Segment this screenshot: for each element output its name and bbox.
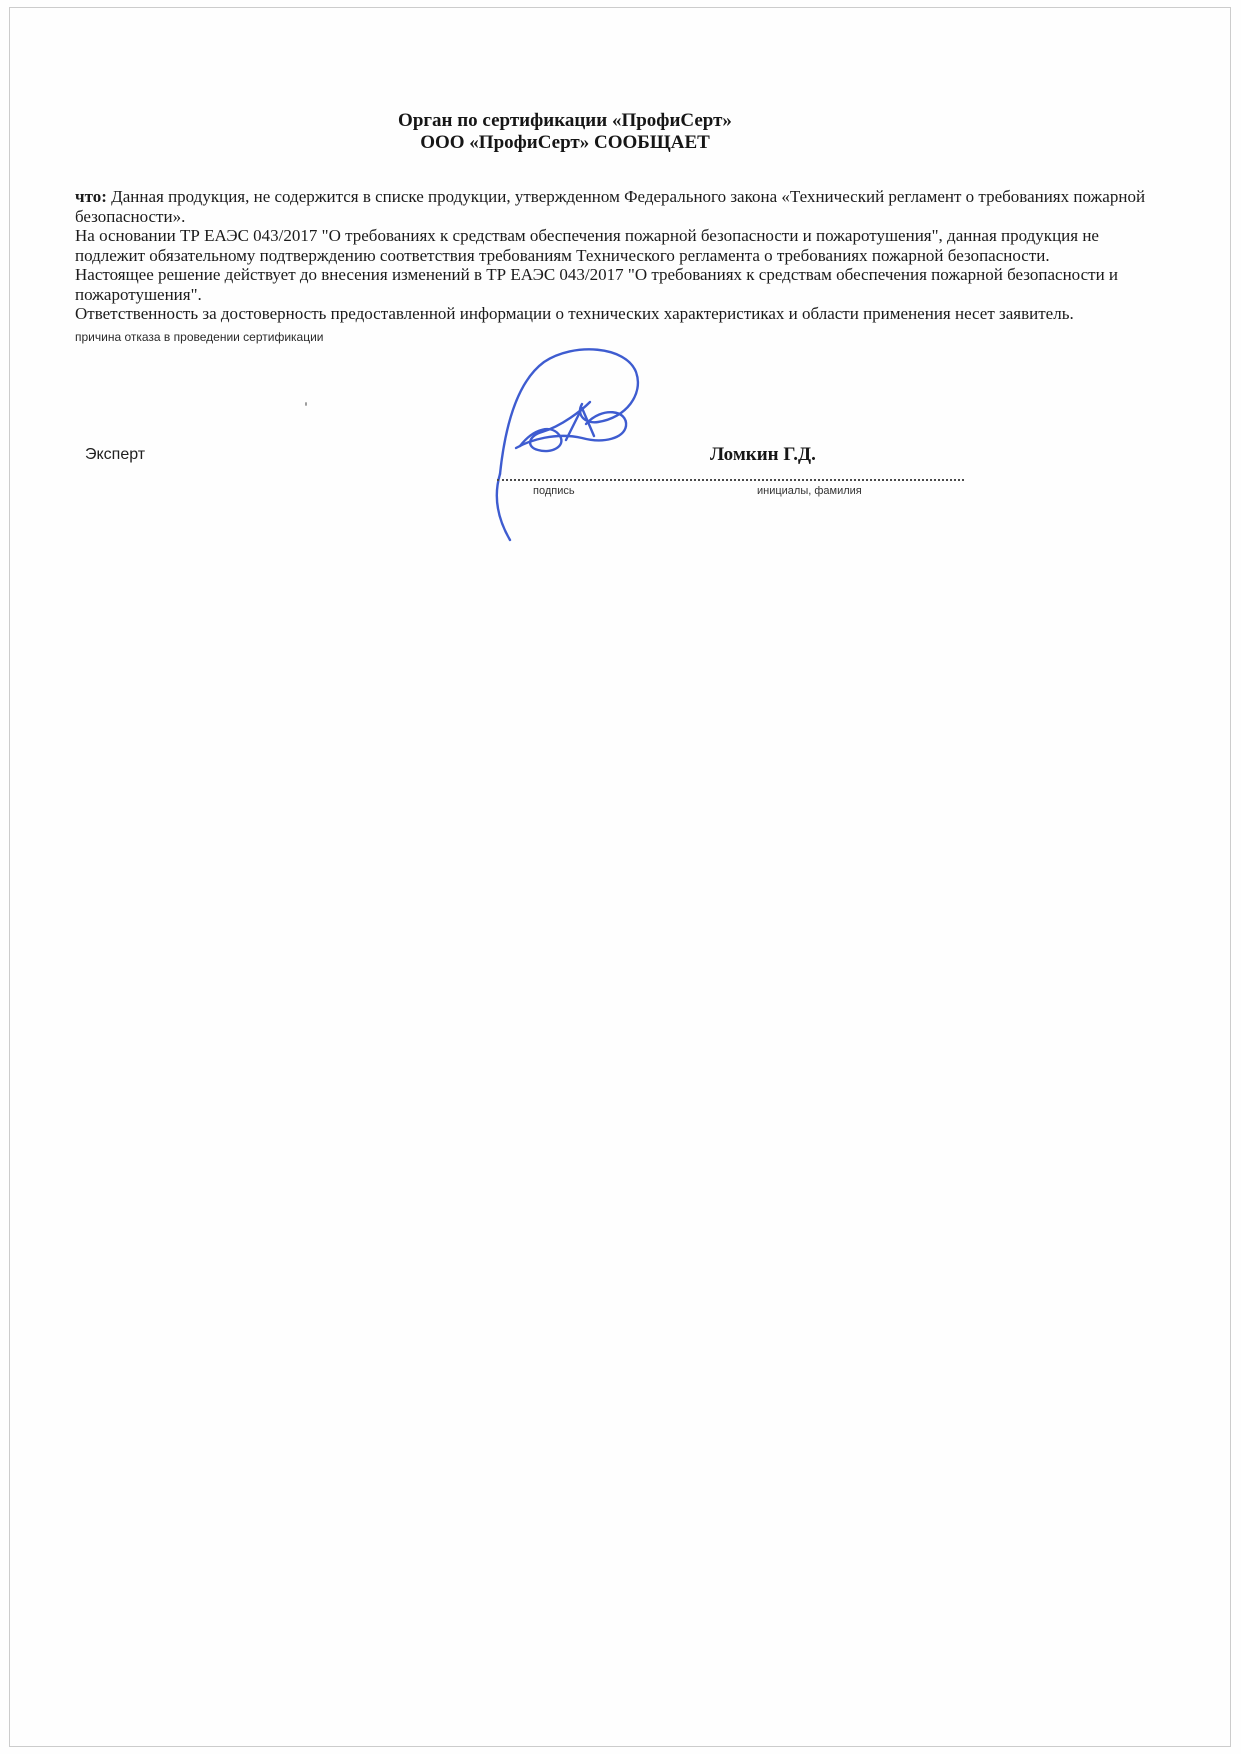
document-title bbox=[70, 0, 1060, 154]
signature-section bbox=[0, 340, 1241, 560]
signature-ink bbox=[486, 344, 666, 544]
title-line-2: ООО «ПрофиСерт» СООБЩАЕТ bbox=[420, 132, 710, 153]
scan-speck bbox=[305, 402, 307, 406]
expert-role-label: Эксперт bbox=[85, 446, 146, 463]
signature-caption: подпись bbox=[533, 485, 575, 497]
signature-dotted-line bbox=[497, 464, 964, 481]
refusal-reason-caption: причина отказа в проведении сертификации bbox=[75, 329, 324, 344]
title-line-1: Орган по сертификации «ПрофиСерт» bbox=[398, 110, 732, 131]
initials-surname-caption: инициалы, фамилия bbox=[757, 485, 862, 497]
paragraph-decision-text: Данная продукция, не содержится в списке продукции, утвержденном Федерального закона «Технический регламент о требованиях пожарной безопасности». bbox=[75, 187, 1146, 226]
what-label: что: bbox=[75, 187, 107, 206]
signatory-name: Ломкин Г.Д. bbox=[710, 444, 816, 465]
paragraph-basis: На основании ТР ЕАЭС 043/2017 "О требованиях к средствам обеспечения пожарной безопасности и пожаротушения", данная продукция не подлежит обязательному подтверждению соответствия требованиям Технического регламента о требованиях пожарной безопасности. bbox=[75, 226, 1099, 265]
paragraph-validity: Настоящее решение действует до внесения изменений в ТР ЕАЭС 043/2017 "О требованиях к средствам обеспечения пожарной безопасности и пожаротушения". bbox=[75, 265, 1119, 304]
paragraph-responsibility: Ответственность за достоверность предоставленной информации о технических характеристиках и области применения несет заявитель. bbox=[75, 304, 1074, 323]
body-text bbox=[75, 187, 1163, 347]
paragraph-decision bbox=[75, 187, 1163, 226]
